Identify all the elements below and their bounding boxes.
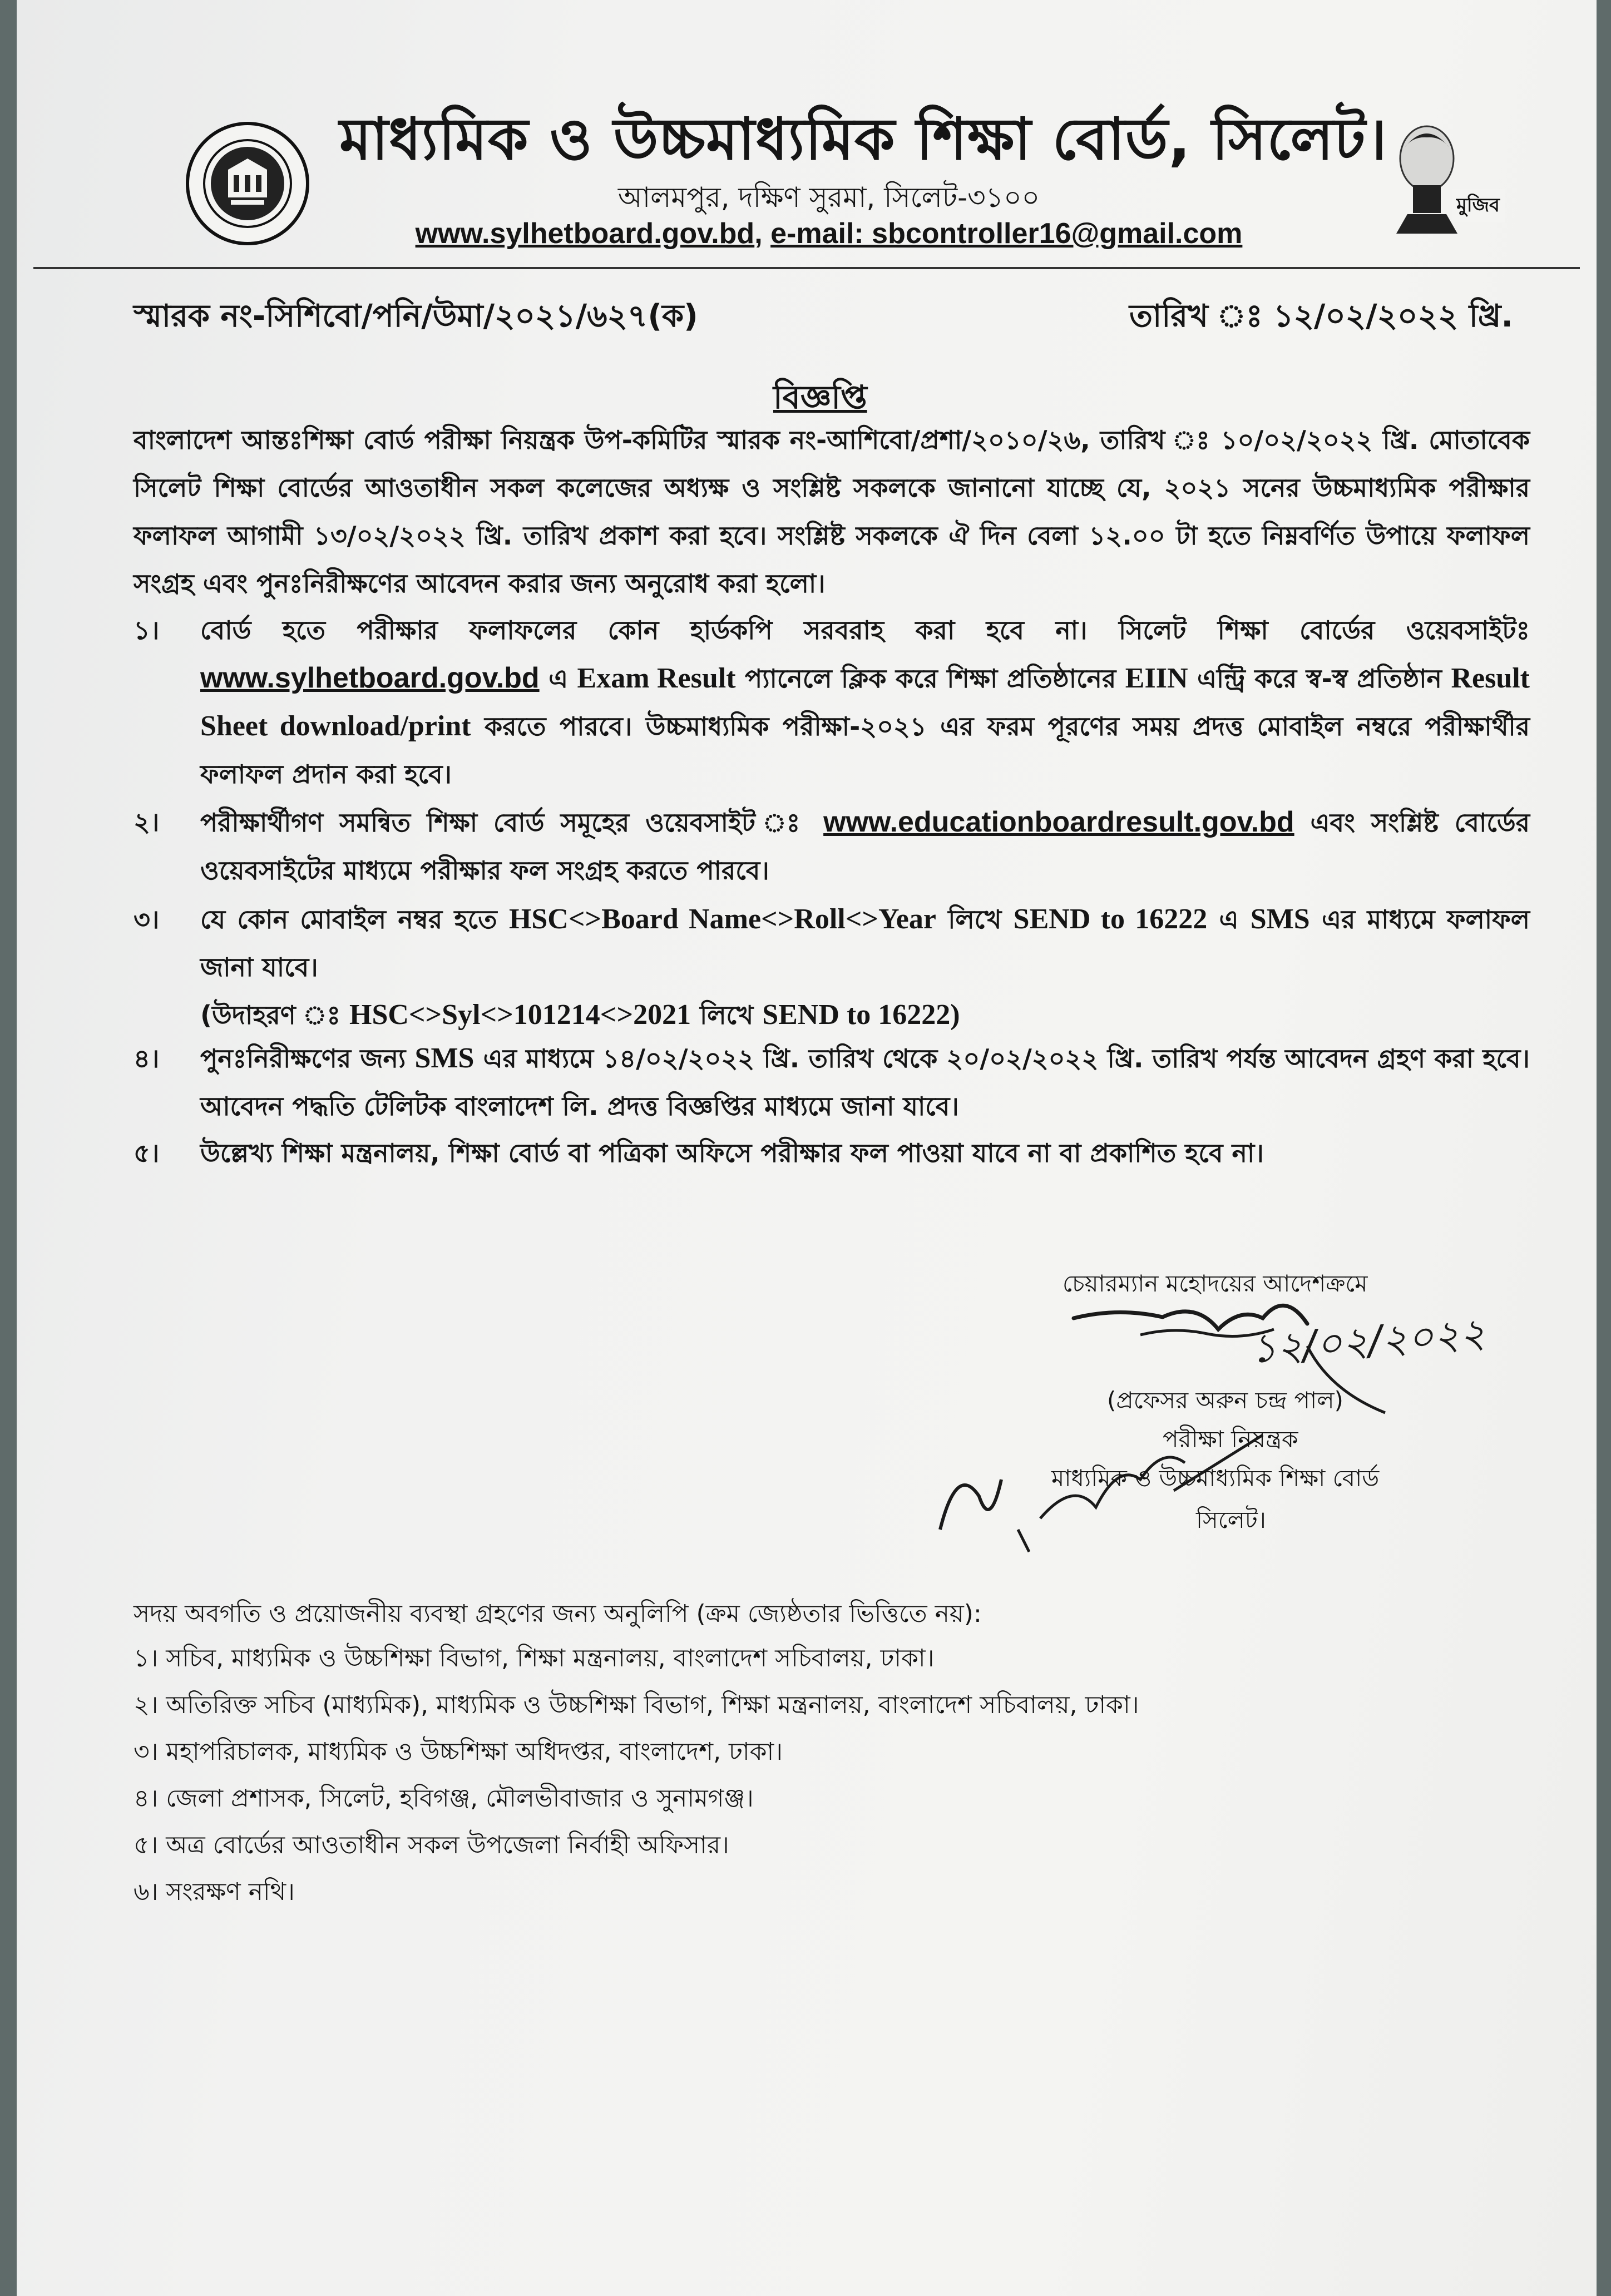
- item-text: পরীক্ষার্থীগণ সমন্বিত শিক্ষা বোর্ড সমূহের ওয়েবসাইট ঃ www.educationboardresult.gov.bd এবং সংশ্লিষ্ট বোর্ডের ওয়েবসাইটের মাধ্যমে পরীক্ষার ফল সংগ্রহ করতে পারবে।: [200, 806, 1530, 885]
- handwritten-date: ১২/০২/২০২২: [1249, 1309, 1488, 1372]
- results-website-link[interactable]: www.educationboardresult.gov.bd: [823, 806, 1294, 838]
- signatory-city: সিলেট।: [1196, 1506, 1266, 1533]
- copy-to-list: [134, 1635, 1139, 1916]
- notice-title: বিজ্ঞপ্তি: [773, 378, 867, 416]
- memo-date: তারিখ ঃ ১২/০২/২০২২ খ্রি.: [1129, 298, 1513, 334]
- signature-order-line: চেয়ারম্যান মহোদয়ের আদেশক্রমে: [1063, 1270, 1368, 1297]
- item-text: যে কোন মোবাইল নম্বর হতে HSC<>Board Name<>Roll<>Year লিখে SEND to 16222 এ SMS এর মাধ্যমে ফলাফল জানা যাবে।: [200, 903, 1530, 982]
- separator: ,: [754, 217, 763, 250]
- board-address: আলমপুর, দক্ষিণ সুরমা, সিলেট-৩১০০: [617, 181, 1040, 214]
- logo-lettering: মুজিব: [1456, 194, 1500, 216]
- notice-document: [17, 0, 1597, 2296]
- notice-intro: বাংলাদেশ আন্তঃশিক্ষা বোর্ড পরীক্ষা নিয়ন্ত্রক উপ-কমিটির স্মারক নং-আশিবো/প্রশা/২০১০/২৬, তারিখ ঃ ১০/০২/২০২২ খ্রি. মোতাবেক সিলেট শিক্ষা বোর্ডের আওতাধীন সকল কলেজের অধ্যক্ষ ও সংশ্লিষ্ট সকলকে জানানো যাচ্ছে যে, ২০২১ সনের উচ্চমাধ্যমিক পরীক্ষার ফলাফল আগামী ১৩/০২/২০২২ খ্রি. তারিখ প্রকাশ করা হবে। সংশ্লিষ্ট সকলকে ঐ দিন বেলা ১২.০০ টা হতে নিম্নবর্ণিত উপায়ে ফলাফল সংগ্রহ এবং পুনঃনিরীক্ষণের আবেদন করার জন্য অনুরোধ করা হলো।: [134, 425, 1530, 598]
- item-number: ২।: [134, 807, 160, 837]
- email-link[interactable]: e-mail: sbcontroller16@gmail.com: [770, 217, 1243, 250]
- mujib-centenary-logo: [1374, 114, 1519, 242]
- copy-to-heading: সদয় অবগতি ও প্রয়োজনীয় ব্যবস্থা গ্রহণের জন্য অনুলিপি (ক্রম জ্যেষ্ঠতার ভিত্তিতে নয়):: [134, 1600, 982, 1628]
- list-item: ২। অতিরিক্ত সচিব (মাধ্যমিক), মাধ্যমিক ও উচ্চশিক্ষা বিভাগ, শিক্ষা মন্ত্রনালয়, বাংলাদেশ সচিবালয়, ঢাকা।: [134, 1691, 1139, 1719]
- notice-item-5: [134, 1129, 1530, 1177]
- item-text: বোর্ড হতে পরীক্ষার ফলাফলের কোন হার্ডকপি সরবরাহ করা হবে না। সিলেট শিক্ষা বোর্ডের ওয়েবসাইটঃ www.sylhetboard.gov.bd এ Exam Result প্যানেলে ক্লিক করে শিক্ষা প্রতিষ্ঠানের EIIN এন্ট্রি করে স্ব-স্ব প্রতিষ্ঠান Result Sheet download/print করতে পারবে। উচ্চমাধ্যমিক পরীক্ষা-২০২১ এর ফরম পূরণের সময় প্রদত্ত মোবাইল নম্বরে পরীক্ষার্থীর ফলাফল প্রদান করা হবে।: [200, 615, 1530, 789]
- list-item: ৫। অত্র বোর্ডের আওতাধীন সকল উপজেলা নির্বাহী অফিসার।: [134, 1831, 729, 1859]
- list-item: ১। সচিব, মাধ্যমিক ও উচ্চশিক্ষা বিভাগ, শিক্ষা মন্ত্রনালয়, বাংলাদেশ সচিবালয়, ঢাকা।: [134, 1644, 935, 1672]
- item-number: ৪।: [134, 1043, 160, 1073]
- notice-item-4: [134, 1035, 1530, 1130]
- item-example: (উদাহরণ ঃ HSC<>Syl<>101214<>2021 লিখে SEND to 16222): [200, 999, 960, 1031]
- notice-item-1: [134, 606, 1530, 798]
- website-link[interactable]: www.sylhetboard.gov.bd: [415, 217, 755, 250]
- signatory-name: (প্রফেসর অরুন চন্দ্র পাল): [1107, 1387, 1343, 1414]
- notice-item-2: [134, 798, 1530, 894]
- board-title: মাধ্যমিক ও উচ্চমাধ্যমিক শিক্ষা বোর্ড, সিলেট।: [339, 105, 1387, 173]
- list-item: ৬। সংরক্ষণ নথি।: [134, 1878, 295, 1906]
- item-text: উল্লেখ্য শিক্ষা মন্ত্রনালয়, শিক্ষা বোর্ড বা পত্রিকা অফিসে পরীক্ষার ফল পাওয়া যাবে না বা প্রকাশিত হবে না।: [200, 1138, 1264, 1168]
- signatory-board: মাধ্যমিক ও উচ্চমাধ্যমিক শিক্ষা বোর্ড: [1051, 1464, 1380, 1492]
- list-item: ৪। জেলা প্রশাসক, সিলেট, হবিগঞ্জ, মৌলভীবাজার ও সুনামগঞ্জ।: [134, 1784, 754, 1813]
- signatory-designation: পরীক্ষা নিয়ন্ত্রক: [1163, 1426, 1298, 1453]
- list-item: ৩। মহাপরিচালক, মাধ্যমিক ও উচ্চশিক্ষা অধিদপ্তর, বাংলাদেশ, ঢাকা।: [134, 1738, 783, 1766]
- website-link[interactable]: www.sylhetboard.gov.bd: [200, 662, 540, 694]
- item-text: পুনঃনিরীক্ষণের জন্য SMS এর মাধ্যমে ১৪/০২/২০২২ খ্রি. তারিখ থেকে ২০/০২/২০২২ খ্রি. তারিখ পর্যন্ত আবেদন গ্রহণ করা হবে। আবেদন পদ্ধতি টেলিটক বাংলাদেশ লি. প্রদত্ত বিজ্ঞপ্তির মাধ্যমে জানা যাবে।: [200, 1042, 1530, 1121]
- board-seal-logo: [184, 120, 312, 248]
- memo-number: স্মারক নং-সিশিবো/পনি/উমা/২০২১/৬২৭(ক): [134, 298, 698, 334]
- item-number: ৩।: [134, 904, 160, 934]
- item-number: ৫।: [134, 1138, 160, 1168]
- item-number: ১।: [134, 615, 160, 645]
- header-divider: [33, 267, 1580, 269]
- contact-line: [339, 217, 1318, 250]
- notice-item-3: [134, 895, 1530, 1039]
